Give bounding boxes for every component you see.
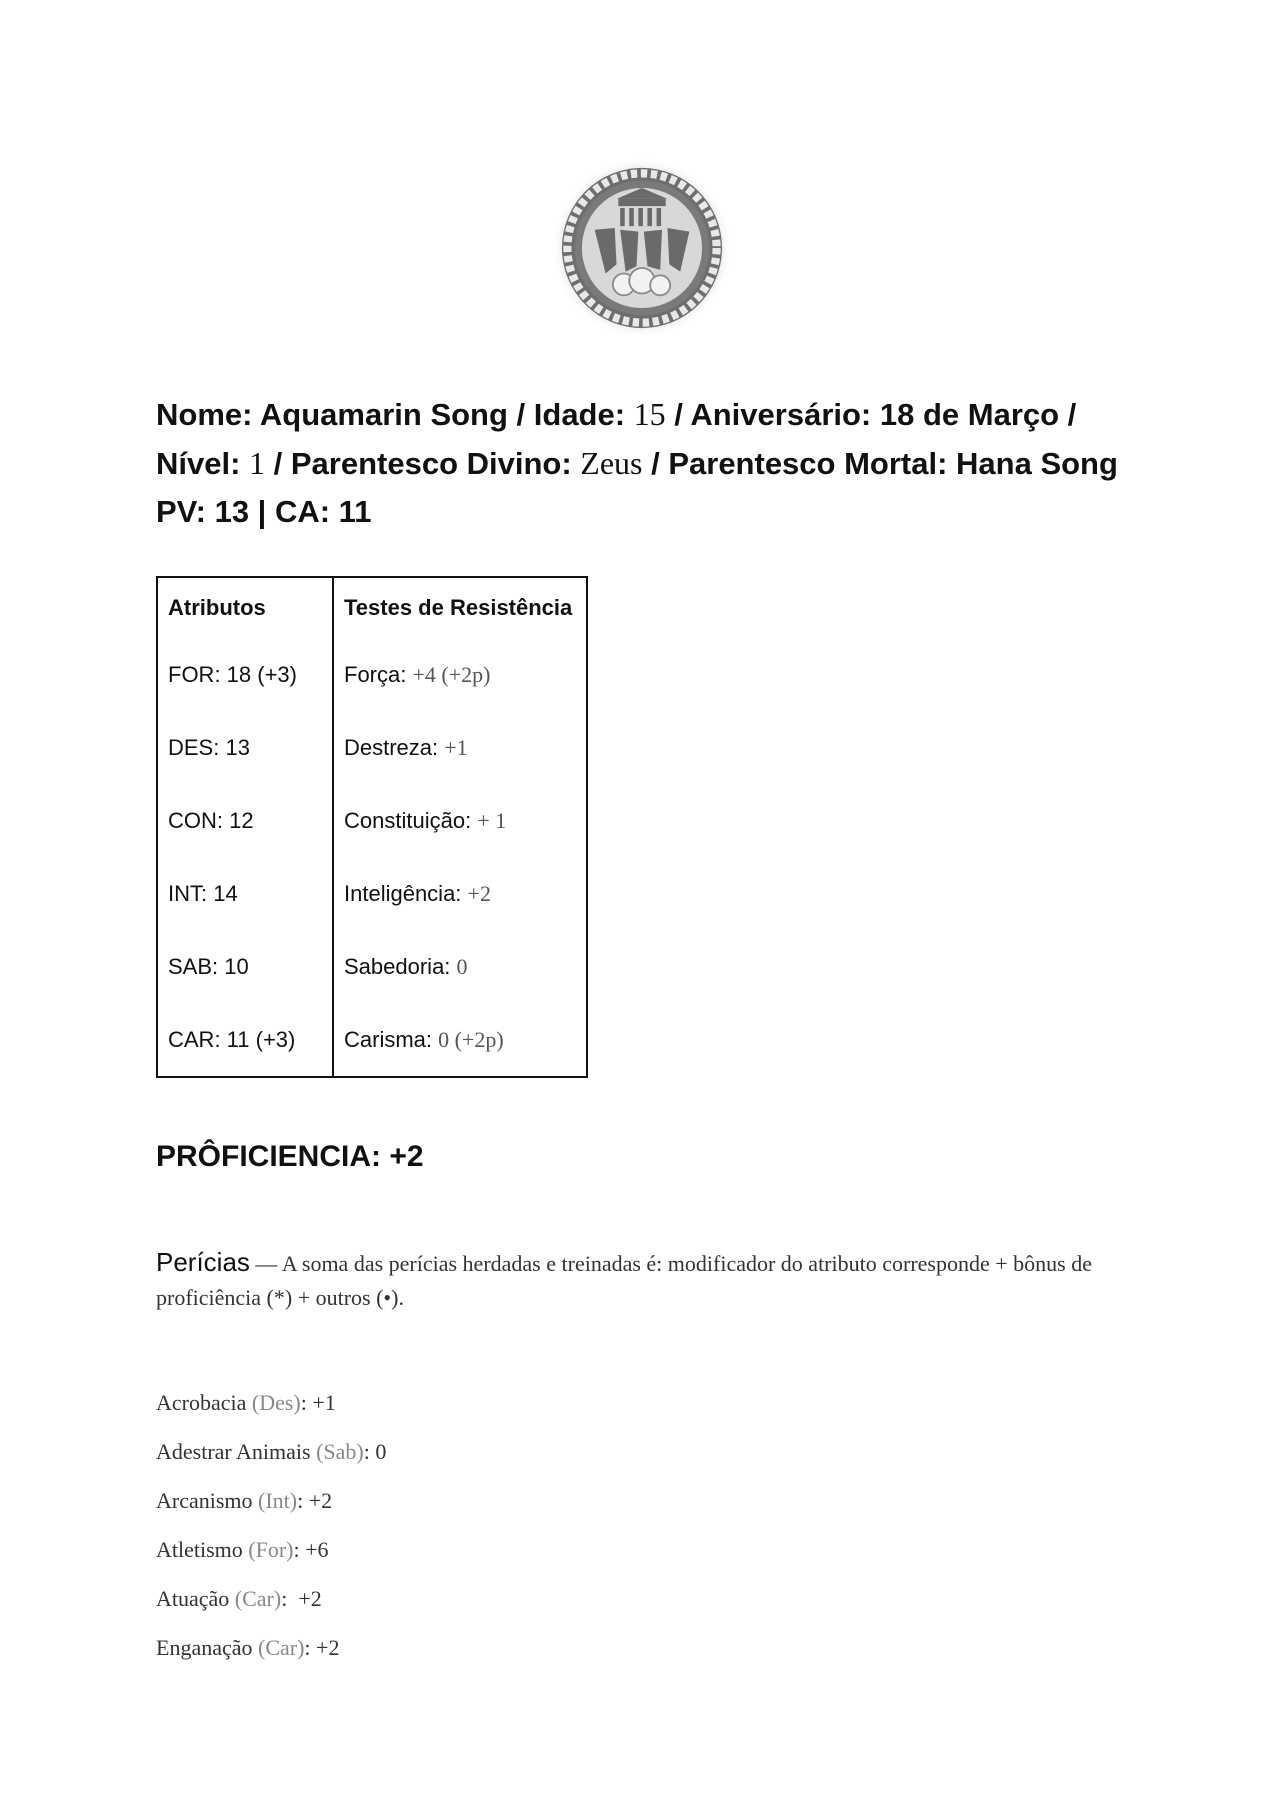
- skill-name: Enganação: [156, 1635, 258, 1660]
- skill-item: [156, 1476, 386, 1525]
- pericias-title: Perícias: [156, 1247, 250, 1277]
- skills-list: [156, 1378, 386, 1672]
- skill-attribute: (Sab): [316, 1439, 364, 1464]
- table-row: [157, 857, 587, 930]
- skill-value: : +6: [293, 1537, 329, 1562]
- pericias-description: [156, 1245, 1146, 1315]
- skill-name: Arcanismo: [156, 1488, 259, 1513]
- table-row: [157, 784, 587, 857]
- skill-name: Adestrar Animais: [156, 1439, 317, 1464]
- table-row: [157, 638, 587, 711]
- saving-throws-header: Testes de Resistência: [333, 577, 587, 638]
- attributes-table: [156, 576, 588, 1078]
- skill-value: : +2: [304, 1635, 340, 1660]
- skill-name: Atuação: [156, 1586, 235, 1611]
- saving-throw-value: +4 (+2p): [412, 661, 491, 687]
- saving-throw-label: Inteligência:: [344, 880, 468, 906]
- saving-throw-label: Carisma:: [344, 1026, 439, 1052]
- skill-attribute: (For): [248, 1537, 294, 1562]
- header-text-segment: Nível:: [156, 446, 250, 481]
- saving-throw-cell: [333, 930, 587, 1003]
- skill-item: [156, 1427, 386, 1476]
- header-text-segment: 1: [249, 445, 266, 481]
- skill-item: [156, 1378, 386, 1427]
- table-row: [157, 930, 587, 1003]
- skill-item: [156, 1525, 386, 1574]
- saving-throw-cell: [333, 784, 587, 857]
- header-text-segment: Zeus: [580, 445, 643, 481]
- saving-throw-value: 0: [456, 953, 468, 979]
- saving-throw-label: Destreza:: [344, 734, 445, 760]
- header-line-2: [156, 439, 1156, 488]
- saving-throw-label: Força:: [344, 661, 413, 687]
- attribute-cell: DES: 13: [168, 734, 250, 760]
- camp-seal-logo: [551, 157, 733, 339]
- header-text-segment: / Aniversário: 18 de Março /: [665, 397, 1077, 432]
- header-text-segment: / Parentesco Divino:: [265, 446, 581, 481]
- skill-attribute: (Car): [258, 1635, 305, 1660]
- table-row: [157, 711, 587, 784]
- skill-name: Atletismo: [156, 1537, 249, 1562]
- attribute-cell: SAB: 10: [168, 953, 249, 979]
- table-row: [157, 1003, 587, 1077]
- header-text-segment: Nome: Aquamarin Song / Idade:: [156, 397, 634, 432]
- header-line-1: [156, 390, 1156, 439]
- attribute-cell: FOR: 18 (+3): [168, 661, 297, 687]
- skill-value: : +1: [300, 1390, 336, 1415]
- skill-attribute: (Des): [251, 1390, 301, 1415]
- saving-throw-value: 0 (+2p): [438, 1026, 504, 1052]
- header-text-segment: / Parentesco Mortal: Hana Song: [642, 446, 1118, 481]
- header-text-segment: 15: [633, 396, 666, 432]
- saving-throw-cell: [333, 1003, 587, 1077]
- proficiency-heading: PRÔFICIENCIA: +2: [156, 1140, 424, 1173]
- attribute-cell: INT: 14: [168, 880, 238, 906]
- saving-throw-cell: [333, 638, 587, 711]
- attribute-cell: CON: 12: [168, 807, 254, 833]
- header-line-3: PV: 13 | CA: 11: [156, 494, 372, 529]
- saving-throw-label: Sabedoria:: [344, 953, 457, 979]
- skill-attribute: (Car): [234, 1586, 282, 1611]
- saving-throw-label: Constituição:: [344, 807, 478, 833]
- saving-throw-cell: [333, 711, 587, 784]
- saving-throw-value: +1: [444, 734, 468, 760]
- attribute-cell: CAR: 11 (+3): [168, 1026, 296, 1052]
- skill-name: Acrobacia: [156, 1390, 252, 1415]
- pericias-text: — A soma das perícias herdadas e treinadas é: modificador do atributo corresponde + bônus de proficiência (*) + outros (•).: [156, 1251, 1092, 1310]
- saving-throw-value: +2: [467, 880, 491, 906]
- skill-value: : 0: [363, 1439, 387, 1464]
- attributes-header: Atributos: [168, 595, 266, 620]
- skill-value: : +2: [297, 1488, 333, 1513]
- skill-value: : +2: [281, 1586, 322, 1611]
- skill-item: [156, 1623, 386, 1672]
- skill-attribute: (Int): [258, 1488, 298, 1513]
- table-header-row: [157, 577, 587, 638]
- saving-throw-value: + 1: [477, 807, 507, 833]
- saving-throw-cell: [333, 857, 587, 930]
- character-header: [156, 390, 1156, 536]
- skill-item: [156, 1574, 386, 1623]
